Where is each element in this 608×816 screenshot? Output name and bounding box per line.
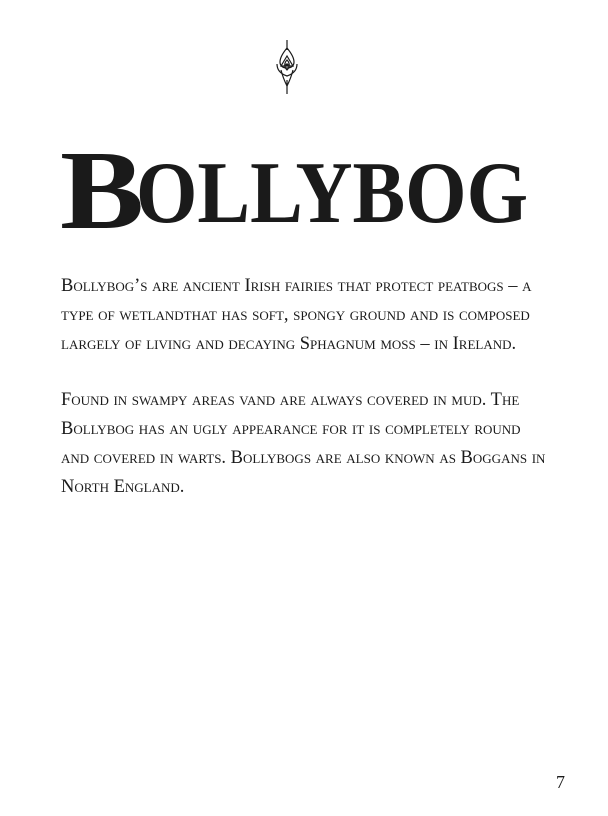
title-initial: B xyxy=(60,129,144,253)
title-rest: OLLYBOG xyxy=(136,145,528,242)
celtic-knot-icon xyxy=(271,40,303,94)
page-number: 7 xyxy=(556,772,565,792)
body-text xyxy=(61,272,551,529)
page-title xyxy=(60,129,530,253)
paragraph: Found in swampy areas vand are always covered in mud. The Bollybog has an ugly appearance for it is completely round and covered in warts. Bollybogs are also known as Boggans in North England. xyxy=(61,390,546,497)
paragraph: Bollybog’s are ancient Irish fairies that protect peatbogs – a type of wetlandthat has soft, spongy ground and is composed largely of living and decaying Sphagnum moss – in Ireland. xyxy=(61,276,532,354)
